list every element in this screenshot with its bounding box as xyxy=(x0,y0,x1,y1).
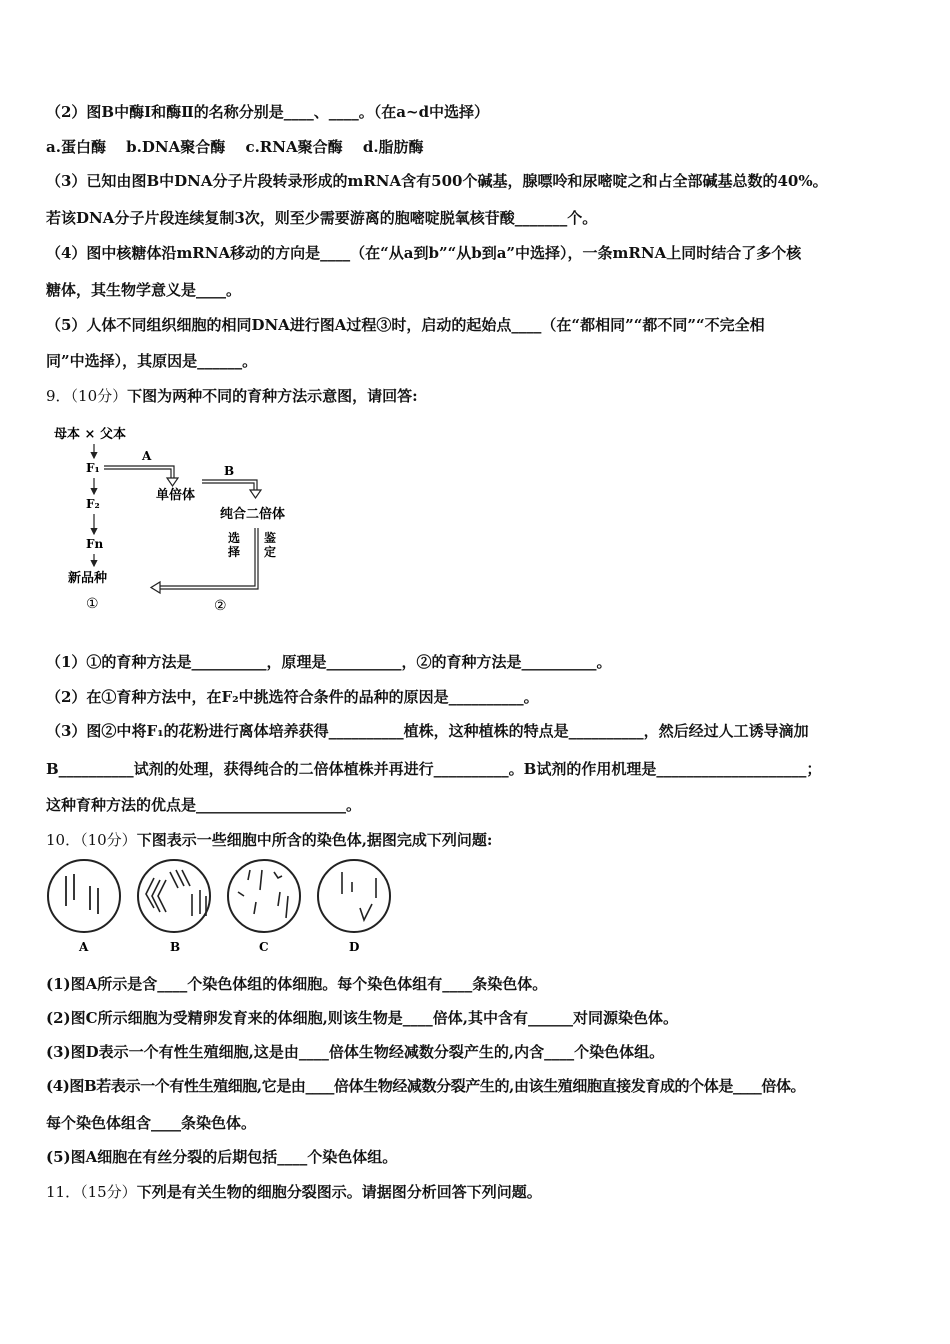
q9-score: （10分） xyxy=(70,387,128,405)
q8-part5-line1: （5）人体不同组织细胞的相同DNA进行图A过程③时，启动的起始点____（在“都相同”“都不同”“不完全相 xyxy=(46,316,765,334)
fn-label: Fn xyxy=(86,537,104,551)
cell-a xyxy=(48,860,120,932)
q9-part3-line3: 这种育种方法的优点是____________________。 xyxy=(46,796,362,814)
q9-number: 9． xyxy=(46,387,71,405)
q11-score: （15分） xyxy=(80,1183,137,1201)
cell-c-label: C xyxy=(259,940,269,954)
q10-part4-line2: 每个染色体组含____条染色体。 xyxy=(46,1114,257,1132)
cell-d-chromosomes xyxy=(342,872,376,920)
cell-c-chromosomes xyxy=(238,870,288,918)
cell-d-label: D xyxy=(349,940,360,954)
q8-part4-line1: （4）图中核糖体沿mRNA移动的方向是____（在“从a到b”“从b到a”中选择），一条mRNA上同时结合了多个核 xyxy=(46,244,802,262)
cell-b-chromosomes xyxy=(146,870,206,916)
cell-c xyxy=(228,860,300,932)
cell-b-label: B xyxy=(170,940,181,954)
q8-options: a.蛋白酶 b.DNA聚合酶 c.RNA聚合酶 d.脂肪酶 xyxy=(46,138,424,156)
q9-part1: （1）①的育种方法是__________，原理是__________，②的育种方法是__________。 xyxy=(46,653,612,671)
q9-part3-line1: （3）图②中将F₁的花粉进行离体培养获得__________植株，这种植株的特点是__________，然后经过人工诱导滴加 xyxy=(46,722,809,740)
q11-header xyxy=(46,1182,542,1202)
arrow-b-head xyxy=(250,490,261,498)
cell-a-label: A xyxy=(79,940,89,954)
q10-header xyxy=(46,830,492,850)
parents-label: 母本 × 父本 xyxy=(54,427,126,442)
arrow-b xyxy=(202,480,257,490)
q8-part5-line2: 同”中选择），其原因是______。 xyxy=(46,352,258,370)
arrow-a xyxy=(104,466,174,478)
label-a: A xyxy=(142,449,152,463)
f2-label: F₂ xyxy=(86,497,100,511)
q9-part2: （2）在①育种方法中，在F₂中挑选符合条件的品种的原因是__________。 xyxy=(46,688,539,706)
mark-1: ① xyxy=(86,596,99,612)
arrow-return xyxy=(160,528,258,589)
q9-part3-line2: B__________试剂的处理，获得纯合的二倍体植株并再进行__________。B试剂的作用机理是____________________； xyxy=(46,760,822,778)
q10-part5: (5)图A细胞在有丝分裂的后期包括____个染色体组。 xyxy=(46,1148,398,1166)
q8-part2: （2）图B中酶Ⅰ和酶Ⅱ的名称分别是____、____。（在a~d中选择） xyxy=(46,103,490,121)
arrow-a-head xyxy=(167,478,178,486)
q10-score: （10分） xyxy=(80,831,137,849)
q10-part1: (1)图A所示是含____个染色体组的体细胞。每个染色体组有____条染色体。 xyxy=(46,975,548,993)
chromosome-cells-diagram xyxy=(42,858,402,958)
q8-part4-line2: 糖体，其生物学意义是____。 xyxy=(46,281,242,299)
identify-char-1: 鉴 xyxy=(264,531,277,545)
q11-number: 11． xyxy=(46,1183,81,1201)
mark-2: ② xyxy=(214,598,227,614)
q9-stem: 下图为两种不同的育种方法示意图，请回答: xyxy=(127,387,418,405)
q9-header xyxy=(46,386,418,406)
q10-number: 10． xyxy=(46,831,81,849)
q8-part3-line1: （3）已知由图B中DNA分子片段转录形成的mRNA含有500个碱基，腺嘌呤和尿嘧啶之和占全部碱基总数的40%。 xyxy=(46,172,828,190)
q10-part4-line1: (4)图B若表示一个有性生殖细胞,它是由____倍体生物经减数分裂产生的,由该生殖细胞直接发育成的个体是____倍体。 xyxy=(46,1077,806,1095)
q11-stem: 下列是有关生物的细胞分裂图示。请据图分析回答下列问题。 xyxy=(136,1183,542,1201)
cell-a-chromosomes xyxy=(66,874,98,914)
breeding-diagram xyxy=(50,420,310,620)
q10-stem: 下图表示一些细胞中所含的染色体,据图完成下列问题: xyxy=(136,831,493,849)
arrow-return-head xyxy=(151,582,160,593)
select-char-2: 择 xyxy=(228,545,241,559)
identify-char-2: 定 xyxy=(264,545,277,559)
select-char-1: 选 xyxy=(228,531,241,545)
q8-part3-line2: 若该DNA分子片段连续复制3次，则至少需要游离的胞嘧啶脱氧核苷酸_______个。 xyxy=(46,209,598,227)
diploid-label: 纯合二倍体 xyxy=(220,507,286,522)
label-b: B xyxy=(224,464,235,478)
new-variety-label: 新品种 xyxy=(68,571,108,586)
f1-label: F₁ xyxy=(86,461,100,475)
haploid-label: 单倍体 xyxy=(156,488,196,503)
q10-part2: (2)图C所示细胞为受精卵发育来的体细胞,则该生物是____倍体,其中含有______对同源染色体。 xyxy=(46,1009,679,1027)
q10-part3: (3)图D表示一个有性生殖细胞,这是由____倍体生物经减数分裂产生的,内含____个染色体组。 xyxy=(46,1043,665,1061)
cell-d xyxy=(318,860,390,932)
